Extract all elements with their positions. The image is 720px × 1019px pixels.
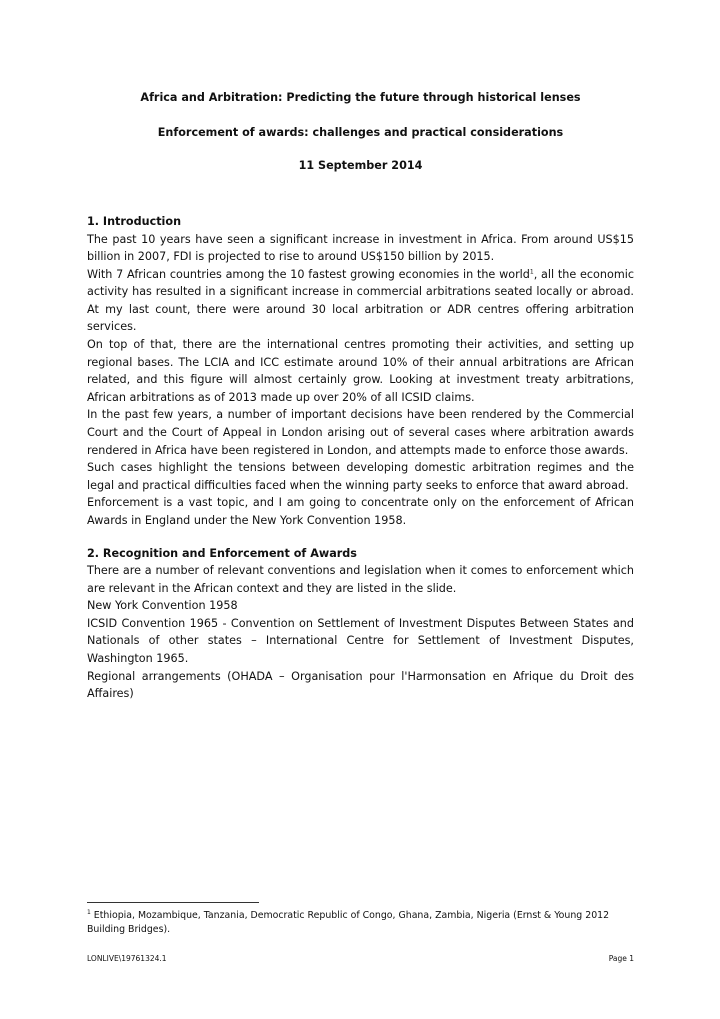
footnote-reference[interactable]: 1 (529, 267, 534, 275)
section-heading-introduction: 1. Introduction (87, 215, 182, 228)
paragraph: There are a number of relevant conventions and legislation when it comes to enforcement which are relevant in the African context and they are listed in the slide. (87, 564, 634, 595)
paragraph: ICSID Convention 1965 - Convention on Settlement of Investment Disputes Between States and Nationals of other states – International Centre for Settlement of Investment Disputes, Washington 1965. (87, 616, 634, 666)
paragraph: On top of that, there are the international centres promoting their activities, and setting up regional bases. The LCIA and ICC estimate around 10% of their annual arbitrations are African related, and this figure will almost certainly grow. Looking at investment treaty arbitrations, African arbitrations as of 2013 made up over 20% of all ICSID claims. (87, 338, 634, 404)
footnote (87, 909, 634, 936)
paragraph: The past 10 years have seen a significant increase in investment in Africa. From around US$15 billion in 2007, FDI is projected to rise to around US$150 billion by 2015. (87, 232, 634, 264)
paragraph-with-footnote (87, 266, 634, 336)
document-title: Africa and Arbitration: Predicting the future through historical lenses (140, 91, 581, 104)
footnote-number: 1 (87, 908, 91, 916)
paragraph: Regional arrangements (OHADA – Organisation pour l'Harmonsation en Afrique du Droit des Affaires) (87, 669, 634, 701)
footnote-separator (87, 902, 259, 903)
document-date: 11 September 2014 (298, 159, 423, 172)
footer-document-reference: LONLIVE\19761324.1 (87, 954, 167, 963)
paragraph: Enforcement is a vast topic, and I am going to concentrate only on the enforcement of African Awards in England under the New York Convention 1958. (87, 496, 634, 527)
section-heading-recognition: 2. Recognition and Enforcement of Awards (87, 546, 357, 560)
paragraph: New York Convention 1958 (87, 599, 238, 613)
paragraph-text: , all the economic activity has resulted in a significant increase in commercial arbitrations seated locally or abroad. At my last count, there were around 30 local arbitration or ADR centres offering arbitration services. (87, 267, 634, 334)
paragraph-text: With 7 African countries among the 10 fastest growing economies in the world (87, 267, 530, 281)
footer-page-number: Page 1 (608, 954, 634, 963)
paragraph: Such cases highlight the tensions between developing domestic arbitration regimes and the legal and practical difficulties faced when the winning party seeks to enforce that award abroad. (87, 461, 634, 492)
document-subtitle: Enforcement of awards: challenges and practical considerations (157, 126, 564, 139)
paragraph: In the past few years, a number of important decisions have been rendered by the Commercial Court and the Court of Appeal in London arising out of several cases where arbitration awards rendered in Africa have been registered in London, and attempts made to enforce those awards. (87, 408, 634, 457)
footnote-text: Ethiopia, Mozambique, Tanzania, Democratic Republic of Congo, Ghana, Zambia, Nigeria (Ernst & Young 2012 Building Bridges). (87, 910, 610, 935)
document-body (87, 89, 634, 703)
